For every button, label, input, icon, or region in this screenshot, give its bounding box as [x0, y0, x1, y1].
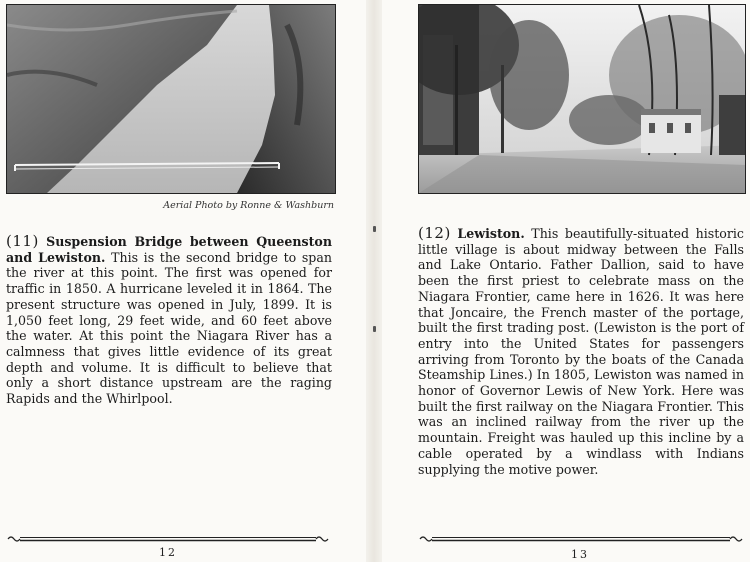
entry-text: This beautifully-situated historic little village is about midway between the Falls and Lake Ontario. Father Dallion, said to have been the first priest to celebrate mass on the Niagara Frontier, came here in 1626. It was here that Joncaire, the French master of the portage, built the first trading post. (Lewiston is the port of entry into the United States for passengers arriving from Toronto by the boats of the Canada Steamship Lines.) In 1805, Lewiston was named in honor of Governor Lewis of New York. Here was built the first railway on the Niagara Frontier. This was an inclined railway from the river up the mountain. Freight was hauled up this incline by a cable operated by a windlass with Indians supplying the motive power. [418, 226, 744, 477]
photo-credit: Aerial Photo by Ronne & Washburn [163, 200, 334, 211]
entry-number: (12) [418, 224, 451, 242]
entry-title: Suspension Bridge between Queenston and Lewiston. [6, 234, 332, 265]
right-page [378, 0, 750, 562]
village-street-photo [418, 4, 746, 194]
entry-title: Lewiston. [457, 226, 525, 241]
entry-12 [418, 226, 744, 477]
left-page [0, 0, 370, 562]
ornamental-rule [6, 535, 330, 543]
page-number: 12 [159, 546, 177, 559]
entry-text: This is the second bridge to span the river at this point. The first was opened for traffic in 1850. A hurricane leveled it in 1864. The present structure was opened in July, 1899. It is 1,050 feet long, 29 feet wide, and 60 feet above the water. At this point the Niagara River has a calmness that gives little evidence of its great depth and volume. It is difficult to believe that only a short distance upstream are the raging Rapids and the Whirlpool. [6, 249, 332, 407]
entry-number: (11) [6, 232, 39, 250]
gutter-mark [373, 326, 376, 332]
page-number: 13 [571, 548, 589, 561]
aerial-river-gorge-photo [6, 4, 336, 194]
gutter-mark [373, 226, 376, 232]
ornamental-rule [418, 535, 744, 543]
entry-11 [6, 234, 332, 407]
